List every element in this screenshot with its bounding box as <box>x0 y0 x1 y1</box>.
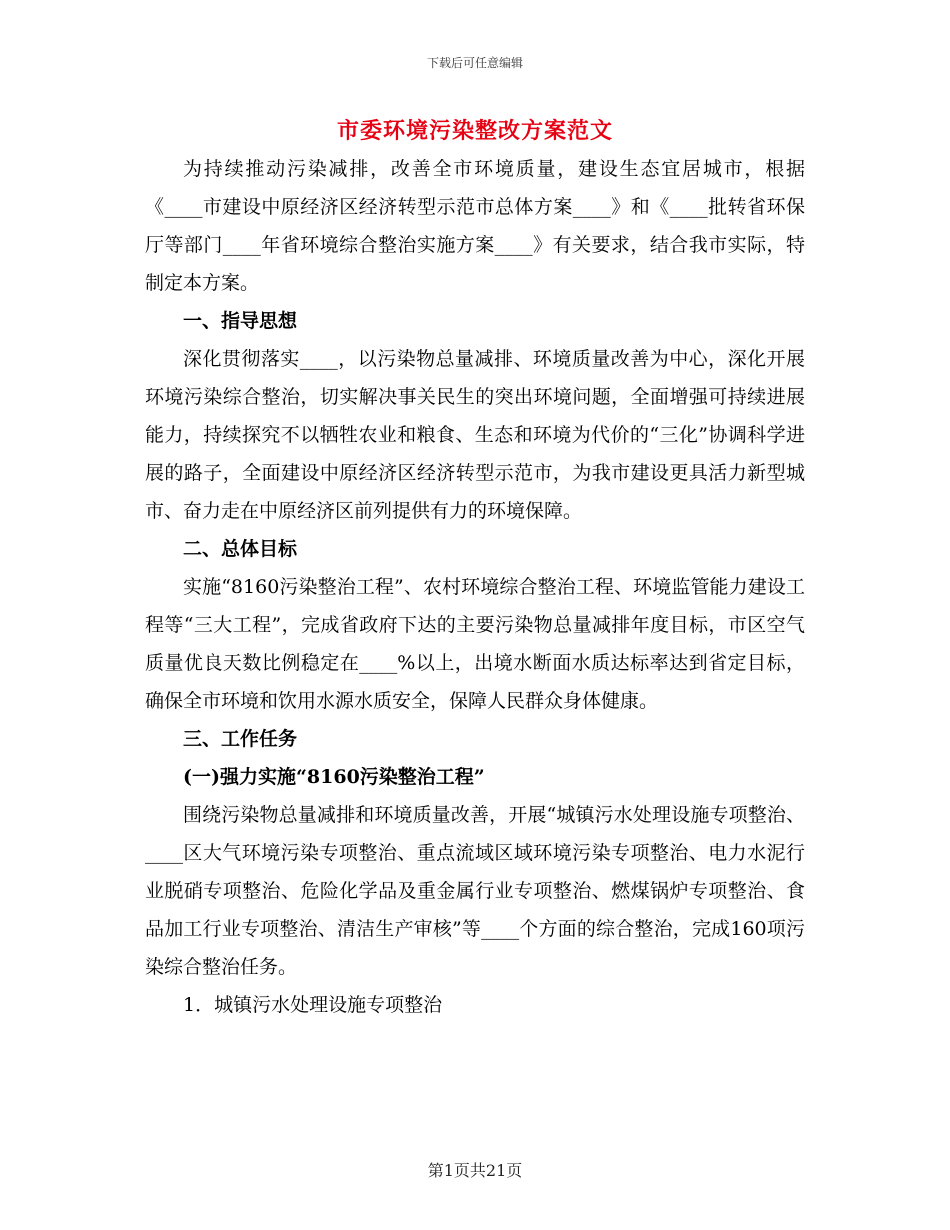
header-note: 下载后可任意编辑 <box>426 56 523 70</box>
section-heading-overall-goals: 二、总体目标 <box>183 538 298 560</box>
section-heading-work-tasks: 三、工作任务 <box>183 728 298 750</box>
numbered-item-1: 1．城镇污水处理设施专项整治 <box>183 994 443 1016</box>
document-title: 市委环境污染整改方案范文 <box>336 118 613 144</box>
subsection-8160-paragraph: 围绕污染物总量减排和环境质量改善，开展“城镇污水处理设施专项整治、____区大气环境污染专项整治、重点流域区域环境污染专项整治、电力水泥行业脱硝专项整治、危险化学品及重金属行业专项整治、燃煤锅炉专项整治、食品加工行业专项整治、清洁生产审核”等____个方面的综合整治，完成160项污染综合整治任务。 <box>145 804 805 978</box>
document-body <box>145 150 805 1024</box>
page-footer: 第1页共21页 <box>427 1161 523 1180</box>
overall-goals-paragraph: 实施“8160污染整治工程”、农村环境综合整治工程、环境监管能力建设工程等“三大工程”，完成省政府下达的主要污染物总量减排年度目标，市区空气质量优良天数比例稳定在____%以上，出境水断面水质达标率达到省定目标，确保全市环境和饮用水源水质安全，保障人民群众身体健康。 <box>145 576 805 712</box>
guiding-ideology-paragraph: 深化贯彻落实____，以污染物总量减排、环境质量改善为中心，深化开展环境污染综合整治，切实解决事关民生的突出环境问题，全面增强可持续进展能力，持续探究不以牺牲农业和粮食、生态和环境为代价的“三化”协调科学进展的路子，全面建设中原经济区经济转型示范市，为我市建设更具活力新型城市、奋力走在中原经济区前列提供有力的环境保障。 <box>145 348 805 522</box>
intro-paragraph: 为持续推动污染减排，改善全市环境质量，建设生态宜居城市，根据《____市建设中原经济区经济转型示范市总体方案____》和《____批转省环保厅等部门____年省环境综合整治实施方案____》有关要求，结合我市实际，特制定本方案。 <box>145 158 805 294</box>
section-heading-guiding-ideology: 一、指导思想 <box>183 310 298 332</box>
subsection-heading-8160: (一)强力实施“8160污染整治工程” <box>183 766 485 788</box>
